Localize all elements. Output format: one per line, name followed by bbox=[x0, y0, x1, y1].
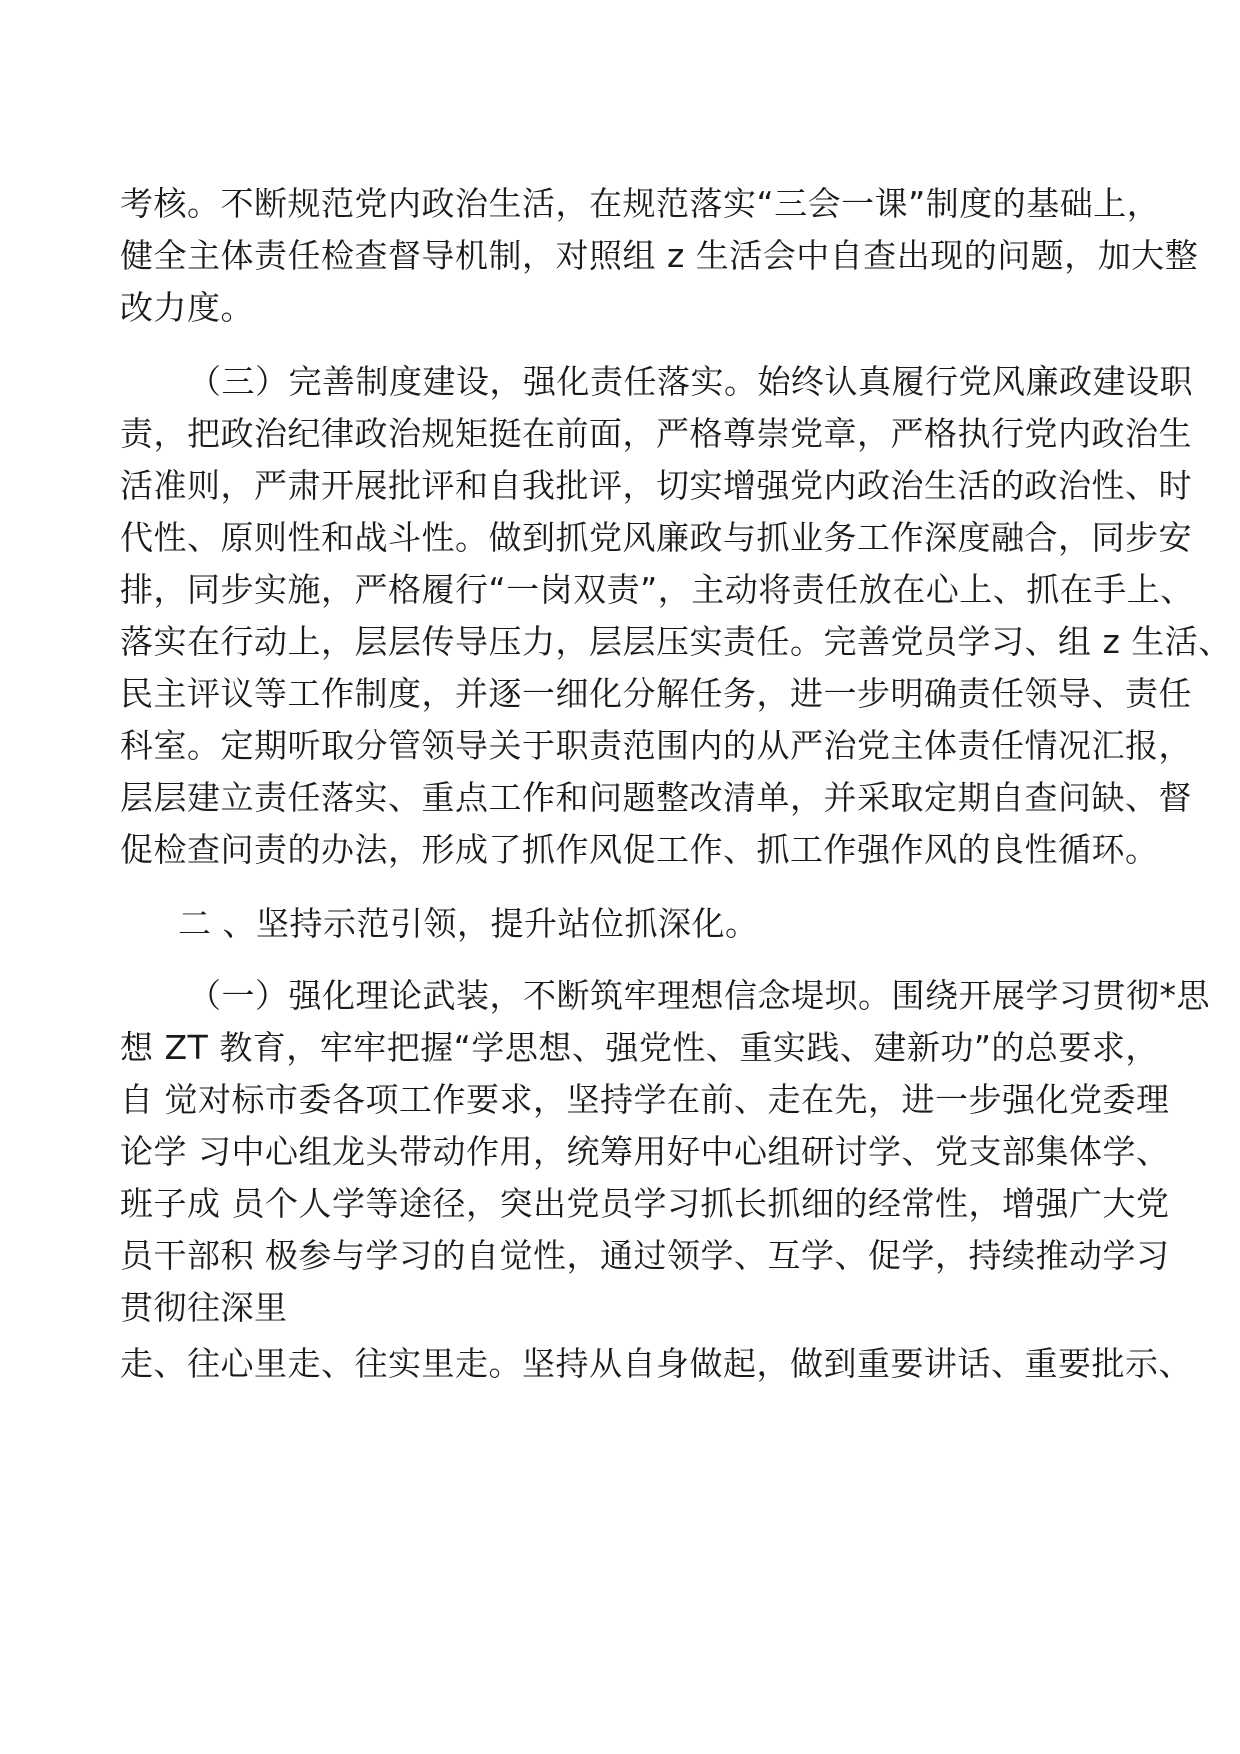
paragraph-heading: （一）强化理论武装，不断筑牢理想信念堤坝。围绕开展学习贯彻*思 bbox=[188, 976, 1210, 1015]
paragraph-heading: （三）完善制度建设，强化责任落实。始终认真履行党风廉政建设职 bbox=[188, 362, 1193, 401]
text-line: 落实在行动上，层层传导压力，层层压实责任。完善党员学习、组 z 生活、 bbox=[120, 622, 1232, 661]
text-line: 代性、原则性和战斗性。做到抓党风廉政与抓业务工作深度融合，同步安 bbox=[120, 518, 1192, 557]
text-line: 贯彻往深里 bbox=[120, 1288, 288, 1327]
text-line: 排，同步实施，严格履行“一岗双责”，主动将责任放在心上、抓在手上、 bbox=[120, 570, 1194, 609]
text-line: 自 觉对标市委各项工作要求，坚持学在前、走在先，进一步强化党委理 bbox=[120, 1080, 1170, 1119]
text-line: 层层建立责任落实、重点工作和问题整改清单，并采取定期自查问缺、督 bbox=[120, 778, 1192, 817]
text-line: 健全主体责任检查督导机制，对照组 z 生活会中自查出现的问题，加大整 bbox=[120, 236, 1199, 275]
text-line: 活准则，严肃开展批评和自我批评，切实增强党内政治生活的政治性、时 bbox=[120, 466, 1192, 505]
text-line: 改力度。 bbox=[120, 288, 254, 327]
text-line: 想 ZT 教育，牢牢把握“学思想、强党性、重实践、建新功”的总要求， bbox=[120, 1028, 1159, 1067]
text-line: 考核。不断规范党内政治生活，在规范落实“三会一课”制度的基础上， bbox=[120, 184, 1161, 223]
text-line: 民主评议等工作制度，并逐一细化分解任务，进一步明确责任领导、责任 bbox=[120, 674, 1192, 713]
section-heading: 二 、坚持示范引领，提升站位抓深化。 bbox=[178, 904, 759, 943]
text-line: 责，把政治纪律政治规矩挺在前面，严格尊崇党章，严格执行党内政治生 bbox=[120, 414, 1192, 453]
text-line: 员干部积 极参与学习的自觉性，通过领学、互学、促学，持续推动学习 bbox=[120, 1236, 1170, 1275]
text-line: 促检查问责的办法，形成了抓作风促工作、抓工作强作风的良性循环。 bbox=[120, 830, 1159, 869]
text-line: 班子成 员个人学等途径，突出党员学习抓长抓细的经常性，增强广大党 bbox=[120, 1184, 1170, 1223]
text-line: 科室。定期听取分管领导关于职责范围内的从严治党主体责任情况汇报， bbox=[120, 726, 1192, 765]
text-line: 走、往心里走、往实里走。坚持从自身做起，做到重要讲话、重要批示、 bbox=[120, 1344, 1192, 1383]
text-line: 论学 习中心组龙头带动作用，统筹用好中心组研讨学、党支部集体学、 bbox=[120, 1132, 1170, 1171]
